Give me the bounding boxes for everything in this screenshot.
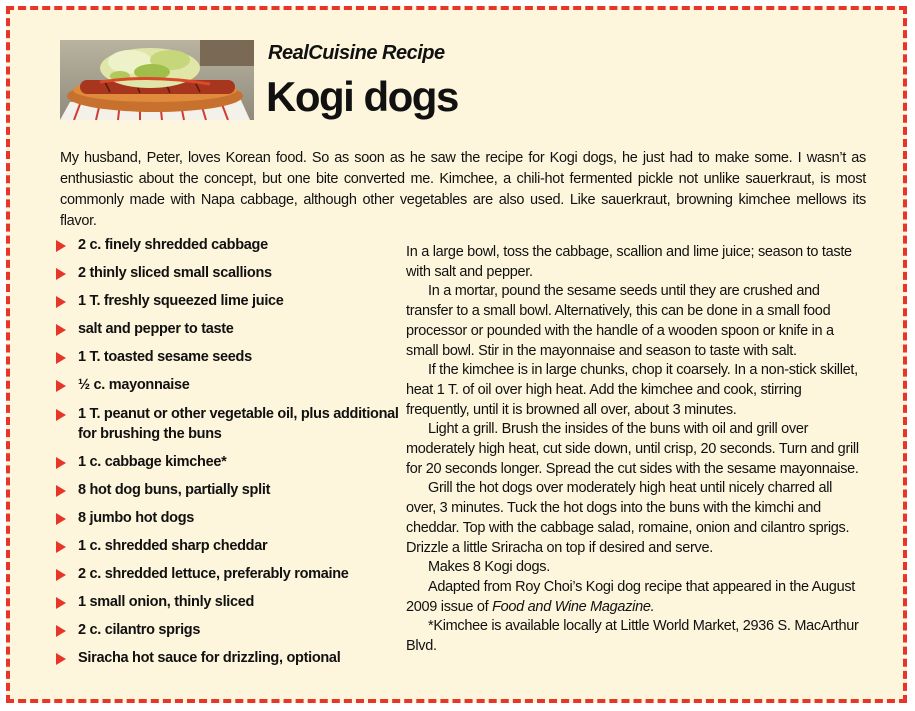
ingredient-item [56, 291, 401, 311]
recipe-title: Kogi dogs [266, 73, 458, 120]
ingredient-item [56, 648, 401, 668]
ingredient-list [56, 235, 401, 676]
ingredient-item [56, 620, 401, 640]
ingredient-item [56, 508, 401, 528]
recipe-card [6, 6, 907, 703]
triangle-bullet-icon [56, 324, 66, 336]
ingredient-text: 8 hot dog buns, partially split [78, 481, 271, 498]
ingredient-item [56, 319, 401, 339]
ingredient-text: 2 c. finely shredded cabbage [78, 237, 268, 253]
recipe-attribution [406, 578, 862, 617]
ingredient-item [56, 347, 401, 367]
recipe-intro: My husband, Peter, loves Korean food. So as soon as he saw the recipe for Kogi dogs, he just had to make some. I wasn’t as enthusiastic about the concept, but one bite converted me. Kimchee, a chili-hot fermented pickle not unlike sauerkraut, is most commonly made with Napa cabbage, although other vegetables are also used. Like sauerkraut, browning kimchee mellows its flavor. [60, 150, 866, 229]
recipe-kicker: RealCuisine Recipe [268, 42, 445, 64]
triangle-bullet-icon [56, 296, 66, 308]
ingredient-item [56, 404, 401, 444]
recipe-yield: Makes 8 Kogi dogs. [428, 559, 550, 576]
ingredient-item [56, 480, 401, 500]
ingredient-text: ½ c. mayonnaise [78, 377, 190, 394]
attribution-source: Food and Wine Magazine. [492, 598, 655, 615]
ingredient-text: salt and pepper to taste [78, 321, 234, 338]
ingredient-text: 8 jumbo hot dogs [78, 509, 195, 526]
triangle-bullet-icon [56, 597, 66, 609]
directions [406, 243, 862, 657]
triangle-bullet-icon [56, 513, 66, 525]
triangle-bullet-icon [56, 485, 66, 497]
ingredient-text: 2 c. shredded lettuce, preferably romaine [78, 566, 349, 583]
triangle-bullet-icon [56, 268, 66, 280]
triangle-bullet-icon [56, 541, 66, 553]
direction-step: Light a grill. Brush the insides of the buns with oil and grill over moderately high heat, cut side down, until crisp, 20 seconds. Turn and grill for 20 seconds longer. Spread the cut sides with the sesame mayonnaise. [406, 421, 859, 477]
ingredient-text: Siracha hot sauce for drizzling, optional [78, 650, 341, 667]
direction-step: If the kimchee is in large chunks, chop it coarsely. In a non-stick skillet, heat 1 T. of oil over high heat. Add the kimchee and cook, stirring frequently, until it is browned all over, about 3 minutes. [406, 362, 858, 418]
recipe-footnote: *Kimchee is available locally at Little World Market, 2936 S. MacArthur Blvd. [406, 618, 859, 655]
ingredient-text: 1 T. freshly squeezed lime juice [78, 293, 284, 310]
ingredient-item [56, 452, 401, 472]
ingredient-item [56, 235, 401, 255]
triangle-bullet-icon [56, 240, 66, 252]
ingredient-text: 1 T. peanut or other vegetable oil, plus additional for brushing the buns [78, 405, 399, 442]
triangle-bullet-icon [56, 409, 66, 421]
ingredient-text: 1 T. toasted sesame seeds [78, 349, 252, 366]
triangle-bullet-icon [56, 380, 66, 392]
triangle-bullet-icon [56, 569, 66, 581]
ingredient-text: 1 small onion, thinly sliced [78, 594, 255, 611]
ingredient-item [56, 536, 401, 556]
ingredient-item [56, 592, 401, 612]
triangle-bullet-icon [56, 352, 66, 364]
ingredient-text: 1 c. cabbage kimchee* [78, 453, 227, 470]
triangle-bullet-icon [56, 625, 66, 637]
ingredient-text: 2 thinly sliced small scallions [78, 265, 272, 282]
triangle-bullet-icon [56, 457, 66, 469]
ingredient-item [56, 375, 401, 395]
attribution-text: Adapted from Roy Choi’s Kogi dog recipe that appeared in the August 2009 issue of [406, 578, 856, 615]
ingredient-text: 2 c. cilantro sprigs [78, 622, 201, 639]
triangle-bullet-icon [56, 653, 66, 665]
hot-dog-photo-illustration [60, 40, 254, 120]
ingredient-text: 1 c. shredded sharp cheddar [78, 537, 268, 554]
direction-step: Grill the hot dogs over moderately high heat until nicely charred all over, 3 minutes. Tuck the hot dogs into the buns with the kimchi and cheddar. Top with the cabbage salad, romaine, onion and cilantro sprigs. Drizzle a little Sriracha on top if desired and serve. [406, 480, 850, 556]
kogi-dog-photo [60, 40, 254, 120]
ingredient-item [56, 263, 401, 283]
direction-step: In a large bowl, toss the cabbage, scallion and lime juice; season to taste with salt and pepper. [406, 244, 852, 280]
ingredient-item [56, 564, 401, 584]
direction-step: In a mortar, pound the sesame seeds until they are crushed and transfer to a small bowl. Alternatively, this can be done in a small food processor or pounded with the handle of a wooden spoon or knife in a small bowl. Stir in the mayonnaise and season to taste with salt. [406, 283, 834, 359]
